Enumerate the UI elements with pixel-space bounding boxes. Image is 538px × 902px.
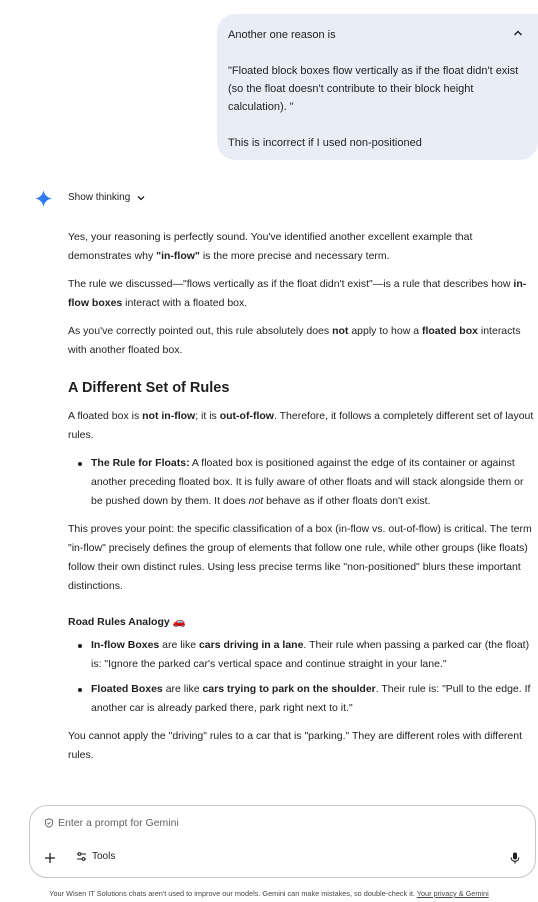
chevron-up-icon[interactable] xyxy=(512,27,524,39)
list-item: In-flow Boxes are like cars driving in a lane. Their rule when passing a parked car (the float) is: "Ignore the parked car's vertical space and continue straight in your lane." xyxy=(91,636,536,674)
section-heading: A Different Set of Rules xyxy=(68,380,230,396)
plus-icon[interactable] xyxy=(42,850,58,866)
microphone-icon[interactable] xyxy=(508,851,522,865)
privacy-link[interactable]: Your privacy & Gemini xyxy=(416,889,489,898)
bullet-list xyxy=(68,636,536,718)
user-message-line: This is incorrect if I used non-positioned xyxy=(228,137,422,149)
list-item: Floated Boxes are like cars trying to park on the shoulder. Their rule is: "Pull to the edge. If another car is already parked there, park right next to it." xyxy=(91,680,536,718)
list-item: The Rule for Floats: A floated box is positioned against the edge of its container or against another preceding floated box. It is fully aware of other floats and will stack alongside them or be pushed down by them. It does not behave as if other floats don't exist. xyxy=(91,454,536,511)
response-paragraph: This proves your point: the specific classification of a box (in-flow vs. out-of-flow) is critical. The term "in-flow" precisely defines the group of elements that follow one rule, while other groups (like floats) follow their own distinct rules. Using less precise terms like "non-positioned" blurs these important distinctions. xyxy=(68,523,532,592)
response-paragraph: You cannot apply the "driving" rules to a car that is "parking." They are different roles with different rules. xyxy=(68,730,523,761)
prompt-input[interactable] xyxy=(44,817,179,829)
disclaimer-text: Your Wisen IT Solutions chats aren't used to improve our models. Gemini can make mistakes, so double-check it. xyxy=(49,889,417,898)
prompt-box xyxy=(29,805,536,878)
chevron-down-icon xyxy=(136,193,146,203)
disclaimer-footer xyxy=(0,889,538,899)
bullet-list xyxy=(68,454,536,511)
subsection-heading: Road Rules Analogy 🚗 xyxy=(68,616,186,628)
prompt-placeholder-text: Enter a prompt for Gemini xyxy=(58,817,179,829)
show-thinking-toggle[interactable] xyxy=(68,190,146,206)
response-paragraph: The rule we discussed—"flows vertically as if the float didn't exist"—is a rule that describes how in-flow boxes interact with a floated box. xyxy=(68,278,527,309)
response-paragraph: A floated box is not in-flow; it is out-of-flow. Therefore, it follows a completely different set of layout rules. xyxy=(68,410,534,441)
tools-button[interactable] xyxy=(76,851,115,862)
show-thinking-label: Show thinking xyxy=(68,192,131,203)
model-response xyxy=(68,228,536,774)
response-paragraph: As you've correctly pointed out, this rule absolutely does not apply to how a floated box interacts with another floated box. xyxy=(68,325,521,356)
response-paragraph: Yes, your reasoning is perfectly sound. You've identified another excellent example that demonstrates why "in-flow" is the more precise and necessary term. xyxy=(68,231,473,262)
tools-label: Tools xyxy=(92,851,116,862)
user-message-quote: "Floated block boxes flow vertically as if the float didn't exist (so the float doesn't contribute to their block height calculation). " xyxy=(228,65,519,113)
shield-icon xyxy=(44,818,54,828)
user-message-bubble xyxy=(217,14,538,160)
user-message-line: Another one reason is xyxy=(228,29,336,41)
tools-sliders-icon xyxy=(76,851,87,862)
gemini-star-icon xyxy=(35,190,52,207)
